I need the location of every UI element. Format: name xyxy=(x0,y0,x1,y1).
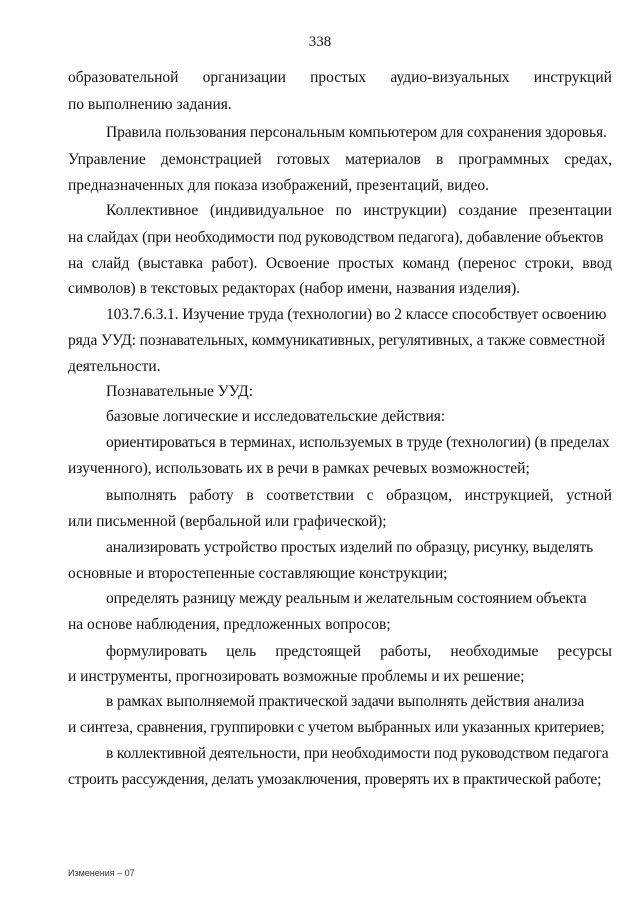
paragraph-7-line-1: ориентироваться в терминах, используемых в труде (технологии) (в пределах xyxy=(106,434,610,451)
word: демонстрацией xyxy=(160,151,262,168)
word: готовых xyxy=(276,151,331,168)
paragraph-7-line-2: изученного), использовать их в речи в рамках речевых возможностей; xyxy=(68,460,530,477)
word: строки, xyxy=(524,255,574,272)
word: по xyxy=(335,202,352,219)
word: презентации xyxy=(528,202,612,219)
paragraph-8-line-2: или письменной (вербальной или графической); xyxy=(68,513,387,530)
paragraph-1-line-2: по выполнению задания. xyxy=(68,96,232,113)
word: команд xyxy=(402,255,450,272)
word: (выставка xyxy=(137,255,203,272)
paragraph-10-line-2: на основе наблюдения, предложенных вопросов; xyxy=(68,616,391,633)
paragraph-8-line-1 xyxy=(106,487,612,505)
paragraph-2-line-3: предназначенных для показа изображений, презентаций, видео. xyxy=(68,177,489,194)
word: работы, xyxy=(380,643,432,660)
word: устной xyxy=(566,487,612,504)
word: организации xyxy=(202,69,286,86)
word: с xyxy=(366,487,374,504)
word: инструкцией, xyxy=(464,487,554,504)
word: создание xyxy=(458,202,518,219)
word: Коллективное xyxy=(106,202,199,219)
word: инструкций xyxy=(533,69,612,86)
paragraph-9-line-1: анализировать устройство простых изделий по образцу, рисунку, выделять xyxy=(106,539,594,556)
paragraph-2-line-1: Правила пользования персональным компьютером для сохранения здоровья. xyxy=(106,124,607,141)
word: в xyxy=(246,487,254,504)
word: слайд xyxy=(91,255,130,272)
word: ввод xyxy=(582,255,612,272)
word: необходимые xyxy=(450,643,539,660)
word: аудио-визуальных xyxy=(390,69,510,86)
paragraph-2-line-2 xyxy=(68,151,612,169)
word: формулировать xyxy=(106,643,208,660)
paragraph-1-line-1 xyxy=(68,69,612,87)
word: (индивидуальное xyxy=(210,202,324,219)
word: Управление xyxy=(68,151,146,168)
word: материалов xyxy=(345,151,421,168)
paragraph-4-line-2: ряда УУД: познавательных, коммуникативных, регулятивных, а также совместной xyxy=(68,332,605,349)
paragraph-11-line-1 xyxy=(106,643,612,661)
paragraph-13-line-1: в коллективной деятельности, при необходимости под руководством педагога xyxy=(106,745,609,762)
paragraph-10-line-1: определять разницу между реальным и желательным состоянием объекта xyxy=(106,590,587,607)
word: выполнять xyxy=(106,487,177,504)
paragraph-3-line-4: символов) в текстовых редакторах (набор имени, названия изделия). xyxy=(68,280,521,297)
word: образцом, xyxy=(386,487,452,504)
paragraph-4-line-3: деятельности. xyxy=(68,358,161,375)
paragraph-12-line-1: в рамках выполняемой практической задачи выполнять действия анализа xyxy=(106,693,585,710)
word: на xyxy=(68,255,84,272)
footer-changes-note: Изменения – 07 xyxy=(68,868,135,878)
word: инструкции) xyxy=(363,202,447,219)
word: (перенос xyxy=(457,255,517,272)
word: предстоящей xyxy=(275,643,362,660)
paragraph-3-line-1 xyxy=(106,202,612,220)
word: средах, xyxy=(564,151,612,168)
page-number: 338 xyxy=(308,34,332,50)
paragraph-3-line-2: на слайдах (при необходимости под руководством педагога), добавление объектов xyxy=(68,229,604,246)
word: Освоение xyxy=(265,255,330,272)
paragraph-6-line-1: базовые логические и исследовательские действия: xyxy=(106,408,446,425)
word: программных xyxy=(458,151,550,168)
word: работ). xyxy=(211,255,258,272)
word: работу xyxy=(189,487,234,504)
word: простых xyxy=(310,69,367,86)
word: цель xyxy=(226,643,257,660)
word: соответствии xyxy=(266,487,354,504)
paragraph-11-line-2: и инструменты, прогнозировать возможные проблемы и их решение; xyxy=(68,668,525,685)
paragraph-13-line-2: строить рассуждения, делать умозаключения, проверять их в практической работе; xyxy=(68,771,602,788)
paragraph-12-line-2: и синтеза, сравнения, группировки с учетом выбранных или указанных критериев; xyxy=(68,719,605,736)
cognitive-uud-heading: Познавательные УУД: xyxy=(106,383,254,400)
word: образовательной xyxy=(68,69,179,86)
word: простых xyxy=(337,255,394,272)
paragraph-3-line-3 xyxy=(68,255,612,273)
word: ресурсы xyxy=(557,643,612,660)
paragraph-9-line-2: основные и второстепенные составляющие конструкции; xyxy=(68,565,448,582)
word: в xyxy=(435,151,444,168)
paragraph-4-line-1: 103.7.6.3.1. Изучение труда (технологии) во 2 классе способствует освоению xyxy=(106,306,607,323)
